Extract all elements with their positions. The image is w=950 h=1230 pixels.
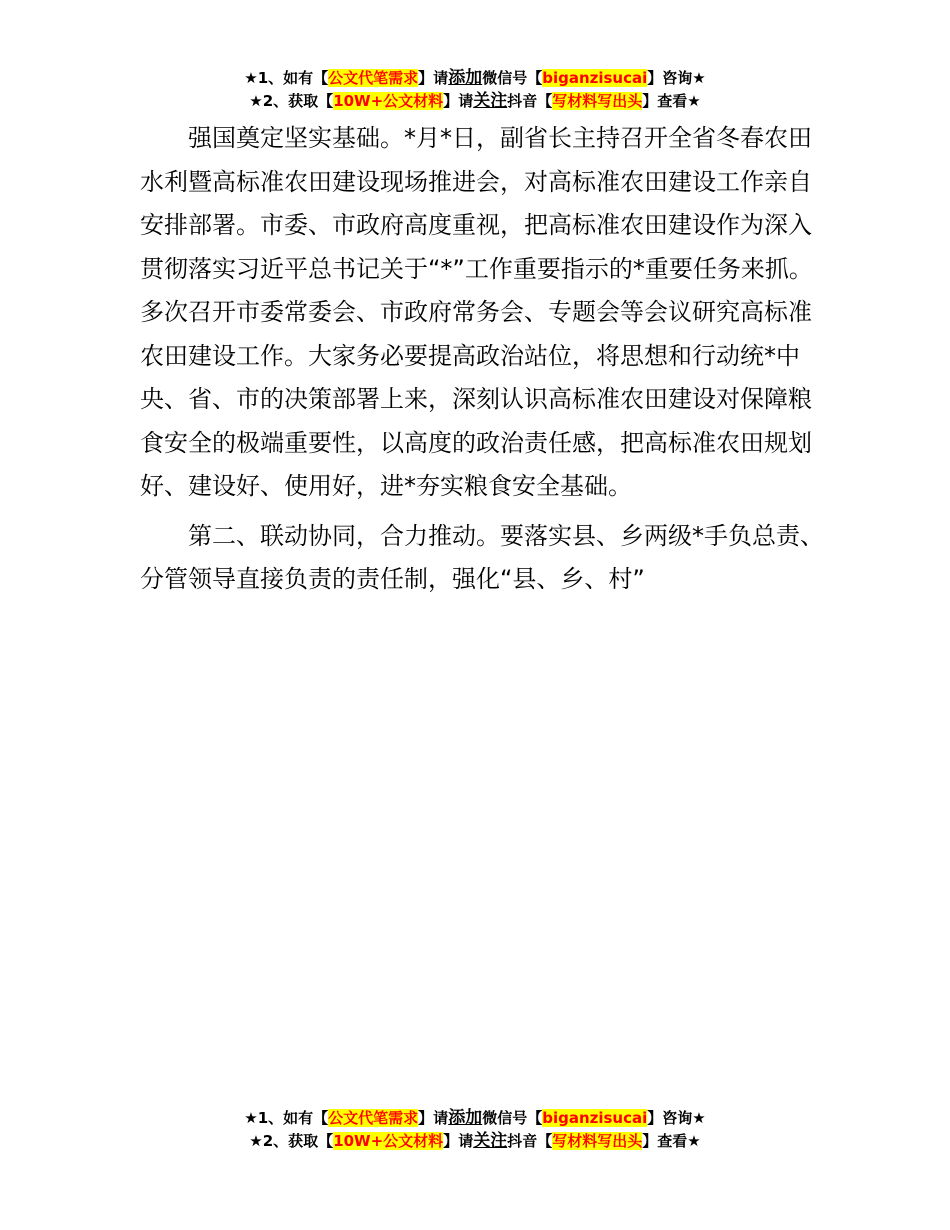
banner-highlight: 10W+公文材料 <box>333 92 444 110</box>
banner-text: 】请 <box>443 1132 474 1150</box>
banner-highlight: 写材料写出头 <box>552 1132 643 1150</box>
header-line-1 <box>0 67 950 90</box>
banner-highlight: 10W+公文材料 <box>333 1132 444 1150</box>
banner-emphasis: 关注 <box>473 1131 508 1151</box>
banner-text: 微信号【 <box>482 1109 543 1127</box>
banner-text: 】请 <box>418 69 449 87</box>
banner-text: 微信号【 <box>482 69 543 87</box>
footer-line-2 <box>0 1130 950 1153</box>
banner-emphasis: 添加 <box>448 1108 483 1128</box>
banner-highlight: 写材料写出头 <box>552 92 643 110</box>
banner-text: 】查看★ <box>642 92 701 110</box>
banner-emphasis: 添加 <box>448 68 483 88</box>
banner-text: ★1、如有【 <box>244 1109 329 1127</box>
body-paragraph-1: 强国奠定坚实基础。*月*日，副省长主持召开全省冬春农田水利暨高标准农田建设现场推进会，对高标准农田建设工作亲自安排部署。市委、市政府高度重视，把高标准农田建设作为深入贯彻落实习近平总书记关于“*”工作重要指示的*重要任务来抓。多次召开市委常委会、市政府常务会、专题会等会议研究高标准农田建设工作。大家务必要提高政治站位，将思想和行动统*中央、省、市的决策部署上来，深刻认识高标准农田建设对保障粮食安全的极端重要性，以高度的政治责任感，把高标准农田规划好、建设好、使用好，进*夯实粮食安全基础。 <box>140 124 813 500</box>
body-paragraph-2: 第二、联动协同，合力推动。要落实县、乡两级*手负总责、分管领导直接负责的责任制，强化“县、乡、村” <box>140 521 824 593</box>
banner-text: ★1、如有【 <box>244 69 329 87</box>
footer-banner <box>0 1107 950 1153</box>
document-body <box>140 117 830 608</box>
banner-text: 】查看★ <box>642 1132 701 1150</box>
banner-text: 】请 <box>418 1109 449 1127</box>
footer-line-1 <box>0 1107 950 1130</box>
banner-highlight: biganzisucai <box>542 69 648 87</box>
banner-text: 抖音【 <box>507 1132 553 1150</box>
header-line-2 <box>0 90 950 113</box>
header-banner <box>0 67 950 113</box>
banner-text: ★2、获取【 <box>249 92 334 110</box>
banner-emphasis: 关注 <box>473 91 508 111</box>
banner-highlight: 公文代笔需求 <box>328 69 419 87</box>
banner-text: 】咨询★ <box>647 69 706 87</box>
banner-text: 】咨询★ <box>647 1109 706 1127</box>
banner-text: ★2、获取【 <box>249 1132 334 1150</box>
banner-highlight: biganzisucai <box>542 1109 648 1127</box>
banner-text: 抖音【 <box>507 92 553 110</box>
banner-highlight: 公文代笔需求 <box>328 1109 419 1127</box>
banner-text: 】请 <box>443 92 474 110</box>
